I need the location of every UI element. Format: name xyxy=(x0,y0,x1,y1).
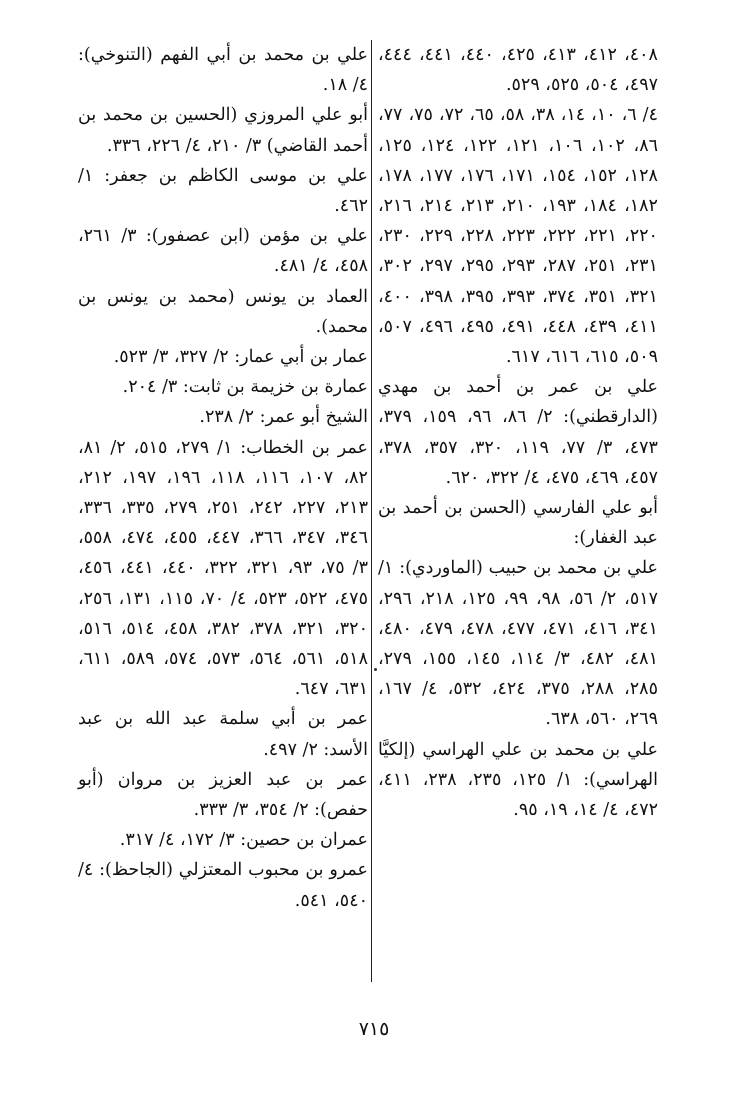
index-entry-jahiz: عمرو بن محبوب المعتزلي (الجاحظ): ٤/ ٥٤٠، ٥٤١. xyxy=(78,860,368,911)
index-entry-abu-umar: الشيخ أبو عمر: ٢/ ٢٣٨. xyxy=(199,407,368,428)
index-entry-umar-khattab: عمر بن الخطاب: ١/ ٢٧٩، ٥١٥، ٢/ ٨١، ٨٢، ١٠٧، ١١٦، ١١٨، ١٩٦، ١٩٧، ٢١٢، ٢١٣، ٢٢٧، ٢٤٢، ٢٥١، ٢٧٩، ٣٣٥، ٣٣٦، ٣٤٦، ٣٤٧، ٣٦٦، ٤٤٧، ٤٥٥، ٤٧٤، ٥٥٨، ٣/ ٧٥، ٩٣، ٣٢١، ٣٢٢، ٤٤٠، ٤٤١، ٤٥٦، ٤٧٥، ٥٢٢، ٥٢٣، ٤/ ٧٠، ١١٥، ١٣١، ٢٥٦، ٣٢٠، ٣٢١، ٣٧٨، ٣٨٢، ٤٥٨، ٥١٤، ٥١٦، ٥١٨، ٥٦١، ٥٦٤، ٥٧٣، ٥٧٤، ٥٨٩، ٦١١، ٦٣١، ٦٤٧. xyxy=(78,437,368,700)
right-column xyxy=(378,40,658,825)
index-entry-tanukhi: علي بن محمد بن أبي الفهم (التنوخي): ٤/ ١٨. xyxy=(78,45,368,96)
index-entry-farisi: أبو علي الفارسي (الحسن بن أحمد بن عبد الغفار): xyxy=(378,498,658,549)
left-column xyxy=(78,40,368,916)
index-entry-imran: عمران بن حصين: ٣/ ١٧٢، ٤/ ٣١٧. xyxy=(119,830,368,851)
index-entry-imad: العماد بن يونس (محمد بن يونس بن محمد). xyxy=(78,286,368,337)
index-entry-umar-abi-salama: عمر بن أبي سلمة عبد الله بن عبد الأسد: ٢/ ٤٩٧. xyxy=(78,709,368,760)
index-entry-mawardi: علي بن محمد بن حبيب (الماوردي): ١/ ٥١٧، ٢/ ٥٦، ٩٨، ٩٩، ١٢٥، ٢١٨، ٢٩٦، ٣٤١، ٤١٦، ٤٧١، ٤٧٧، ٤٧٨، ٤٧٩، ٤٨٠، ٤٨١، ٤٨٢، ٣/ ١١٤، ١٤٥، ١٥٥، ٢٧٩، ٢٨٥، ٢٨٨، ٣٧٥، ٤٢٤، ٥٣٢، ٤/ ١٦٧، ٢٦٩، ٥٦٠، ٦٣٨. xyxy=(378,558,659,730)
column-divider xyxy=(371,40,372,982)
index-entry-kazim: علي بن موسى الكاظم بن جعفر: ١/ ٤٦٢. xyxy=(78,165,368,217)
index-entry-ammar: عمار بن أبي عمار: ٢/ ٣٢٧، ٣/ ٥٢٣. xyxy=(113,347,368,368)
index-entry-harrasi: علي بن محمد بن علي الهراسي (إلكيَّا الهراسي): ١/ ١٢٥، ٢٣٥، ٢٣٨، ٤١١، ٤٧٢، ٤/ ١٤، ١٩، ٩٥. xyxy=(378,739,658,821)
divider-dot xyxy=(374,668,377,671)
page-number: ٧١٥ xyxy=(358,1018,390,1040)
index-entry-marwazi: أبو علي المروزي (الحسين بن محمد بن أحمد القاضي) ٣/ ٢١٠، ٤/ ٢٢٦، ٣٣٦. xyxy=(78,105,368,156)
index-entry-umar-abd-aziz: عمر بن عبد العزيز بن مروان (أبو حفص): ٢/ ٣٥٤، ٣/ ٣٣٣. xyxy=(78,769,368,821)
index-entry-2: ٤/ ٦، ١٠، ١٤، ٣٨، ٥٨، ٦٥، ٧٢، ٧٥، ٧٧، ٨٦، ١٠٢، ١٠٦، ١٢١، ١٢٢، ١٢٤، ١٢٥، ١٢٨، ١٥٢، ١٥٤، ١٧١، ١٧٦، ١٧٧، ١٧٨، ١٨٢، ١٨٤، ١٩٣، ٢١٠، ٢١٣، ٢١٤، ٢١٦، ٢٢٠، ٢٢١، ٢٢٢، ٢٢٣، ٢٢٨، ٢٢٩، ٢٣٠، ٢٣١، ٢٥١، ٢٨٧، ٢٩٣، ٢٩٥، ٢٩٧، ٣٠٢، ٣٢١، ٣٥١، ٣٧٤، ٣٩٣، ٣٩٥، ٣٩٨، ٤٠٠، ٤١١، ٤٣٩، ٤٤٨، ٤٩١، ٤٩٥، ٤٩٦، ٥٠٧، ٥٠٩، ٦١٥، ٦١٦، ٦١٧. xyxy=(378,105,659,368)
index-entry-umara: عمارة بن خزيمة بن ثابت: ٣/ ٢٠٤. xyxy=(122,377,368,398)
index-entry-1: ٤٠٨، ٤١٢، ٤١٣، ٤٢٥، ٤٤٠، ٤٤١، ٤٤٤، ٤٩٧، ٥٠٤، ٥٢٥، ٥٢٩. xyxy=(378,45,658,96)
index-entry-ibn-usfur: علي بن مؤمن (ابن عصفور): ٣/ ٢٦١، ٤٥٨، ٤/ ٤٨١. xyxy=(78,226,368,277)
index-entry-daraqutni: علي بن عمر بن أحمد بن مهدي (الدارقطني): ٢/ ٨٦، ٩٦، ١٥٩، ٣٧٩، ٤٧٣، ٣/ ٧٧، ١١٩، ٣٢٠، ٣٥٧، ٣٧٨، ٤٥٧، ٤٦٩، ٤٧٥، ٤/ ٣٢٢، ٦٢٠. xyxy=(378,377,659,488)
